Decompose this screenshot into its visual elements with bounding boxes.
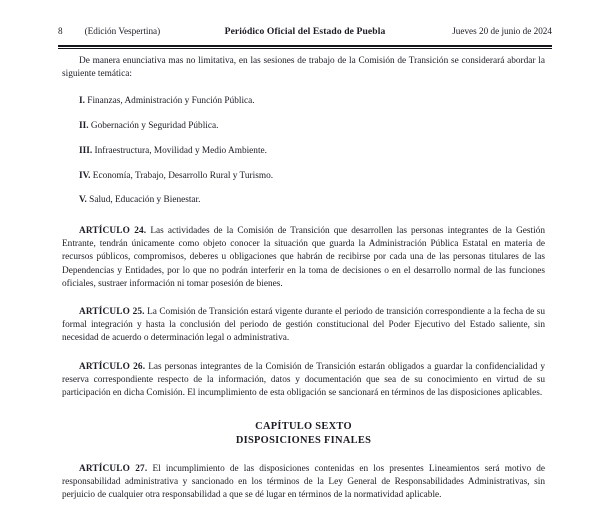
chapter-heading — [62, 420, 545, 447]
document-body-column — [62, 55, 545, 512]
rule-thin-line — [58, 48, 552, 49]
list-item-label: Infraestructura, Movilidad y Medio Ambiente. — [94, 145, 267, 156]
article-26 — [62, 361, 545, 401]
list-item — [62, 145, 545, 158]
list-item-label: Salud, Educación y Bienestar. — [89, 195, 201, 206]
list-item-numeral: III. — [79, 145, 93, 156]
list-item — [62, 170, 545, 183]
list-item-numeral: I. — [79, 96, 85, 107]
spacer-before-chapter — [62, 409, 545, 420]
header-divider-rule — [58, 45, 552, 49]
list-item-numeral: IV. — [79, 170, 91, 181]
article-27-text: El incumplimiento de las disposiciones contenidas en los presentes Lineamientos será motivo de responsabilidad administrativa y sancionado en los términos de la Ley General de Responsabilidades Administrativas, sin perjuicio de cualquier otra responsabilidad a que se dé lugar en términos de la normatividad aplicable. — [62, 463, 545, 501]
list-item — [62, 194, 545, 207]
publication-date: Jueves 20 de junio de 2024 — [452, 26, 552, 36]
article-26-label: ARTÍCULO 26. — [79, 361, 146, 372]
chapter-heading-line-2: DISPOSICIONES FINALES — [235, 434, 372, 446]
spacer-after-chapter — [62, 447, 545, 463]
list-item-label: Economía, Trabajo, Desarrollo Rural y Turismo. — [92, 170, 274, 181]
list-item-numeral: II. — [79, 121, 89, 132]
chapter-heading-line-1: CAPÍTULO SEXTO — [255, 421, 352, 433]
article-24 — [62, 225, 545, 291]
article-24-text: Las actividades de la Comisión de Transición que desarrollen las personas integrantes de la Gestión Entrante, tendrán únicamente como objeto conocer la situación que guarda la Administración Pública Estatal en materia de recursos públicos, compromisos, deberes u obligaciones que habrán de recibirse por cada una de las personas titulares de las Dependencias y Entidades, por lo que no podrán interferir en la toma de decisiones o en el desarrollo normal de las funciones oficiales, sustraer información ni tomar posesión de bienes. — [62, 225, 546, 289]
article-26-text: Las personas integrantes de la Comisión de Transición estarán obligados a guardar la confidencialidad y reserva correspondiente respecto de la información, datos y documentación que sea de su conocimiento en virtud de su participación en dicha Comisión. El incumplimiento de esta obligación se sancionará en términos de las disposiciones aplicables. — [62, 361, 546, 398]
article-25-text: La Comisión de Transición estará vigente durante el periodo de transición correspondiente a la fecha de su formal integración y hasta la conclusión del periodo de gestión constitucional del Poder Ejecutivo del Estado saliente, sin necesidad de acuerdo o determinación legal o administrativa. — [62, 306, 545, 344]
article-27 — [62, 463, 545, 503]
list-item-numeral: V. — [79, 195, 87, 206]
list-item — [62, 120, 545, 133]
article-27-label: ARTÍCULO 27. — [79, 463, 148, 474]
edition-label: (Edición Vespertina) — [84, 26, 161, 36]
article-25-label: ARTÍCULO 25. — [79, 306, 145, 317]
page-number: 8 — [58, 26, 63, 36]
article-24-label: ARTÍCULO 24. — [79, 225, 147, 236]
article-25 — [62, 306, 545, 346]
list-item — [62, 95, 545, 108]
list-item-label: Finanzas, Administración y Función Pública. — [87, 96, 255, 107]
list-item-label: Gobernación y Seguridad Pública. — [90, 121, 219, 132]
publication-title: Periódico Oficial del Estado de Puebla — [224, 26, 386, 37]
page-running-header — [58, 27, 552, 45]
intro-paragraph: De manera enunciativa mas no limitativa, en las sesiones de trabajo de la Comisión de Transición se considerará abordar la siguiente temática: — [62, 56, 545, 80]
